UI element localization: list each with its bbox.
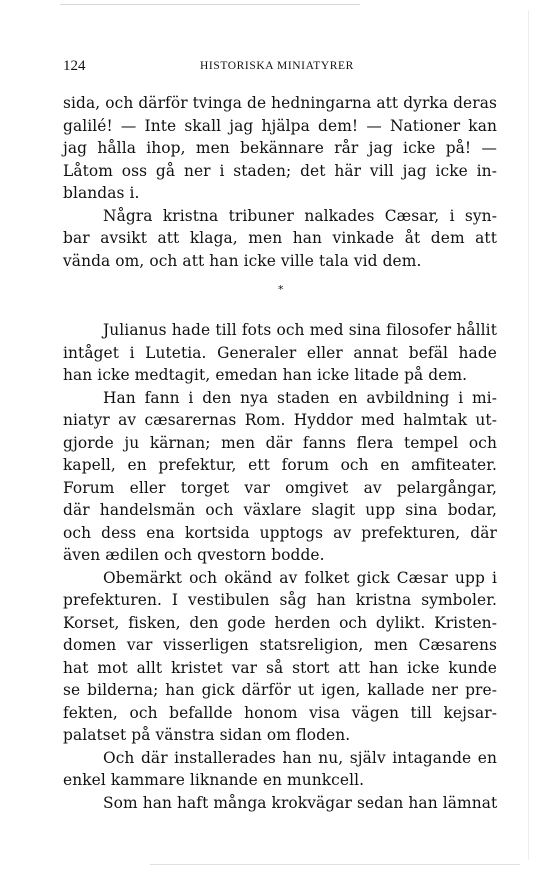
text-line: domen var visserligen statsreligion, men Cæsarens: [63, 636, 497, 654]
text-line: även ædilen och qvestorn bodde.: [63, 546, 325, 564]
text-line: Och där installerades han nu, själv intagande en: [103, 748, 497, 767]
text-line: blandas i.: [63, 184, 140, 202]
running-head: HISTORISKA MINIATYRER: [200, 60, 354, 72]
text-line: niatyr av cæsarernas Rom. Hyddor med halmtak ut-: [63, 411, 497, 429]
top-rule: [60, 4, 360, 5]
text-line: jag hålla ihop, men bekännare rår jag icke på! —: [63, 139, 497, 157]
text-line: hat mot allt kristet var så stort att han icke kunde: [63, 658, 497, 677]
text-line: fekten, och befallde honom visa vägen till kejsar-: [63, 703, 497, 722]
text-line: och dess ena kortsida upptogs av prefekturen, där: [63, 523, 497, 542]
text-block-2: [63, 319, 497, 814]
text-line: vända om, och att han icke ville tala vid dem.: [63, 251, 422, 270]
text-line: gjorde ju kärnan; men där fanns flera tempel och: [63, 433, 497, 452]
text-line: Julianus hade till fots och med sina filosofer hållit: [103, 321, 497, 339]
page-edge: [528, 10, 529, 860]
text-block-1: [63, 92, 497, 272]
text-line: Han fann i den nya staden en avbildning i mi-: [103, 388, 497, 407]
text-line: Forum eller torget var omgivet av pelargångar,: [63, 478, 497, 497]
text-line: bar avsikt att klaga, men han vinkade åt dem att: [63, 229, 497, 247]
text-line: palatset på vänstra sidan om floden.: [63, 726, 351, 744]
text-line: där handelsmän och växlare slagit upp sina bodar,: [63, 501, 497, 519]
text-line: intåget i Lutetia. Generaler eller annat befäl hade: [63, 343, 497, 362]
bottom-rule: [150, 864, 520, 865]
text-line: kapell, en prefektur, ett forum och en amfiteater.: [63, 456, 497, 474]
text-line: Obemärkt och okänd av folket gick Cæsar upp i: [103, 568, 497, 587]
text-line: Några kristna tribuner nalkades Cæsar, i syn-: [103, 206, 497, 225]
text-line: galilé! — Inte skall jag hjälpa dem! — Nationer kan: [63, 116, 497, 135]
text-line: han icke medtagit, emedan han icke litade på dem.: [63, 366, 468, 384]
text-line: Korset, fisken, den gode herden och dylikt. Kristen-: [63, 613, 497, 632]
text-line: prefekturen. I vestibulen såg han kristna symboler.: [63, 591, 497, 609]
text-line: Låtom oss gå ner i staden; det här vill jag icke in-: [63, 161, 497, 180]
text-line: sida, och därför tvinga de hedningarna att dyrka deras: [63, 94, 497, 112]
text-line: se bilderna; han gick därför ut igen, kallade ner pre-: [63, 681, 497, 699]
text-line: Som han haft många krokvägar sedan han lämnat: [103, 793, 498, 812]
text-line: enkel kammare liknande en munkcell.: [63, 771, 365, 789]
section-separator: *: [278, 283, 284, 296]
page-number: 124: [63, 58, 86, 74]
page-header: [63, 58, 497, 78]
